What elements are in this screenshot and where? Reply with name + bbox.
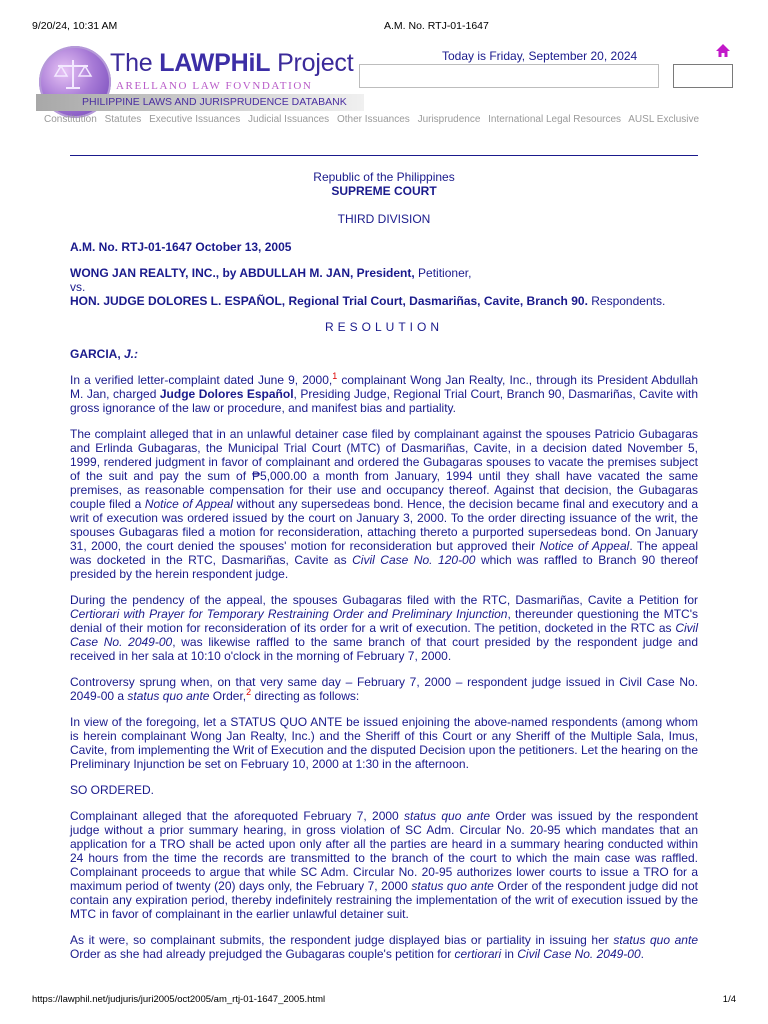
- brand-name: LAWPHiL: [159, 49, 271, 77]
- division-name: THIRD DIVISION: [337, 212, 431, 226]
- nav-international-legal-resources[interactable]: International Legal Resources: [488, 114, 622, 125]
- paragraph-7: Complainant alleged that the aforequoted February 7, 2000 status quo ante Order was issued by the respondent judge without a prior summary hearing, in gross violation of SC Adm. Circular No. 20-95 which mandates that an application for a TRO shall be acted upon only after all the parties are heard in a summary hearing conducted within 24 hours from the time the records are transmitted to the branch of the court to which the main case was raffled. Complainant proceeds to argue that while SC Adm. Circular No. 20-95 authorizes lower courts to issue a TRO for a maximum period of twenty (20) days only, the February 7, 2000 status quo ante Order of the respondent judge did not contain any expiration period, thereby indefinitely restraining the implementation of the writ of execution issued by the MTC in favor of complainant in the earlier unlawful detainer suit.: [70, 809, 699, 921]
- databank-band: [36, 94, 364, 111]
- decision-document: [70, 170, 698, 961]
- nav-ausl-exclusive[interactable]: AUSL Exclusive: [628, 114, 700, 125]
- docket-number: A.M. No. RTJ-01-1647 October 13, 2005: [70, 240, 292, 254]
- paragraph-8: As it were, so complainant submits, the respondent judge displayed bias or partiality in issuing her status quo ante Order as she had already prejudged the Gubagaras couple's petition for certiorari in Civil Case No. 2049-00.: [70, 933, 698, 961]
- petitioner-name: WONG JAN REALTY, INC., by ABDULLAH M. JAN, President,: [70, 266, 415, 280]
- paragraph-4: Controversy sprung when, on that very same day – February 7, 2000 – respondent judge issued in Civil Case No. 2049-00 a status quo ante Order,$^2$ directing as follows:: [70, 675, 698, 703]
- case-parties: [70, 266, 698, 308]
- today-date: Today is Friday, September 20, 2024: [442, 49, 638, 63]
- so-ordered: SO ORDERED.: [70, 783, 155, 797]
- nav-jurisprudence[interactable]: Jurisprudence: [417, 114, 481, 125]
- respondent-role: Respondents.: [587, 294, 666, 308]
- petitioner-role: Petitioner,: [414, 266, 472, 280]
- site-header: [36, 40, 736, 170]
- print-footer: [32, 994, 736, 1008]
- scales-of-justice-icon: [53, 58, 93, 92]
- footnote-link-1[interactable]: 1: [332, 371, 338, 381]
- court-name: SUPREME COURT: [331, 184, 437, 198]
- home-icon[interactable]: [715, 43, 731, 59]
- print-header: [32, 20, 736, 34]
- print-datetime: 9/20/24, 10:31 AM: [32, 20, 118, 32]
- nav-statutes[interactable]: Statutes: [104, 114, 142, 125]
- resolution-heading: RESOLUTION: [324, 320, 443, 334]
- print-url: https://lawphil.net/judjuris/juri2005/oct2005/am_rtj-01-1647_2005.html: [32, 994, 326, 1005]
- nav-executive-issuances[interactable]: Executive Issuances: [149, 114, 241, 125]
- respondent-name: HON. JUDGE DOLORES L. ESPAÑOL, Regional Trial Court, Dasmariñas, Cavite, Branch 90.: [70, 294, 588, 308]
- header-divider: [70, 155, 698, 156]
- versus: vs.: [70, 280, 86, 294]
- nav-constitution[interactable]: Constitution: [44, 114, 97, 125]
- search-button[interactable]: [673, 64, 733, 88]
- paragraph-3: During the pendency of the appeal, the spouses Gubagaras filed with the RTC, Dasmariñas, Cavite a Petition for Certiorari with Prayer for Temporary Restraining Order and Preliminary Injunction, thereunder questioning the MTC's denial of their motion for reconsideration of its order for a writ of execution. The petition, docketed in the RTC as Civil Case No. 2049-00, was likewise raffled to the same branch of that court presided by the respondent judge and received in her sala at 10:10 o'clock in the morning of February 7, 2000.: [70, 593, 698, 663]
- ponente: GARCIA, J.:: [70, 347, 139, 361]
- quoted-order: In view of the foregoing, let a STATUS QUO ANTE be issued enjoining the above-named respondents (among whom is herein complainant Wong Jan Realty, Inc.) and the Sheriff of this Court or any Sheriff of the Multiple Sala, Imus, Cavite, from implementing the Writ of Execution and the disputed Decision upon the petitioners. Let the hearing on the Preliminary Injunction be set on February 10, 2000 at 1:30 in the afternoon.: [70, 715, 698, 771]
- paragraph-1: In a verified letter-complaint dated June 9, 2000,$^1$ complainant Wong Jan Realty, Inc., through its President Abdullah M. Jan, charged Judge Dolores Español, Presiding Judge, Regional Trial Court, Branch 90, Dasmariñas, Cavite with gross ignorance of the law or procedure, and manifest bias and partiality.: [70, 371, 698, 415]
- footnote-link-2[interactable]: 2: [246, 687, 252, 697]
- republic-line: Republic of the Philippines: [313, 170, 455, 184]
- paragraph-2: The complaint alleged that in an unlawful detainer case filed by complainant against the spouses Patricio Gubagaras and Erlinda Gubagaras, the Municipal Trial Court (MTC) of Dasmariñas, Cavite, in a decision dated November 5, 1999, rendered judgment in favor of complainant and ordered the Gubagaras spouses to vacate the premises subject of the suit and pay the sum of ₱5,000.00 a month from January, 1994 until they shall have vacated the same premises, as reasonable compensation for their use and occupancy thereof. Against that decision, the Gubagaras couple filed a Notice of Appeal without any supersedeas bond. Hence, the decision became final and executory and a writ of execution was ordered issued by the court on January 3, 2000. To the order directing issuance of the writ, the spouses Gubagaras filed a motion for reconsideration, attaching thereto a purported supersedeas bond. On January 31, 2000, the court denied the spouses' motion for reconsideration but approved their Notice of Appeal. The appeal was docketed in the RTC, Dasmariñas, Cavite as Civil Case No. 120-00 which was raffled to Branch 90 thereof presided by the herein respondent judge.: [70, 427, 699, 581]
- databank-label: PHILIPPINE LAWS AND JURISPRUDENCE DATABANK: [82, 96, 347, 108]
- main-nav: [44, 114, 704, 125]
- search-input[interactable]: [359, 64, 659, 88]
- foundation-name: ARELLANO LAW FOVNDATION: [116, 80, 313, 92]
- site-brand[interactable]: The LAWPHiL Project: [110, 49, 354, 77]
- nav-judicial-issuances[interactable]: Judicial Issuances: [248, 114, 330, 125]
- page-number: 1/4: [722, 994, 736, 1005]
- nav-other-issuances[interactable]: Other Issuances: [336, 114, 410, 125]
- print-doc-title: A.M. No. RTJ-01-1647: [384, 20, 489, 32]
